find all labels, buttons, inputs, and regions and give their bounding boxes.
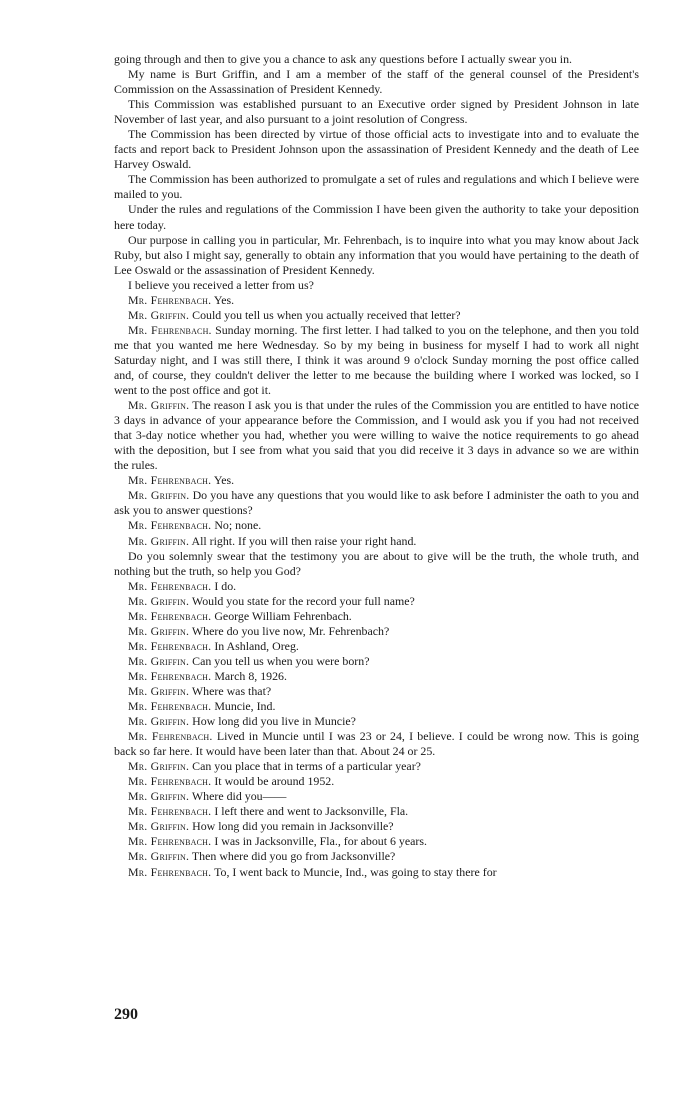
statement-paragraph [114, 67, 639, 97]
testimony-line [114, 684, 639, 699]
page-number: 290 [114, 1006, 138, 1023]
statement-paragraph [114, 127, 639, 172]
speaker-name: Mr. Griffin. [128, 714, 190, 729]
paragraph-text: How long did you live in Muncie? [192, 714, 356, 729]
paragraph-text: Would you state for the record your full name? [191, 593, 415, 608]
testimony-line [114, 759, 639, 774]
paragraph-text: Sunday morning. The first letter. I had talked to you on the telephone, and then you told me that you wanted me here Wednesday. So by my being in business for myself I had to work all night Saturday night, and I was still there, I think it was around 9 o'clock Sunday morning the post office called and, of course, they couldn't deliver the letter to me because the building where I worked was locked, so I went to the post office and got it. [114, 322, 639, 398]
paragraph-text: Under the rules and regulations of the Commission I have been given the authority to take your deposition here today. [114, 202, 639, 232]
testimony-line [114, 323, 639, 398]
speaker-name: Mr. Fehrenbach. [128, 578, 212, 593]
paragraph-text: The reason I ask you is that under the rules of the Commission you are entitled to have notice 3 days in advance of your appearance before the Commission, and I would ask you if you had not received that 3-day notice whether you had, whether you were willing to waive the notice requirements to go ahead with the deposition, but I see from what you said that you did receive it 3 days in advance so we are within the rules. [114, 398, 640, 473]
statement-paragraph [114, 233, 639, 278]
speaker-name: Mr. Griffin. [128, 759, 190, 774]
testimony-line [114, 804, 639, 819]
paragraph-text: To, I went back to Muncie, Ind., was going to stay there for [214, 864, 497, 879]
transcript-page [114, 52, 639, 880]
testimony-line [114, 534, 639, 549]
testimony-line [114, 398, 639, 473]
speaker-name: Mr. Fehrenbach. [128, 473, 212, 488]
paragraph-text: I do. [214, 578, 237, 593]
testimony-line [114, 308, 639, 323]
speaker-name: Mr. Fehrenbach. [128, 608, 212, 623]
paragraph-text: Yes. [213, 292, 235, 307]
speaker-name: Mr. Fehrenbach. [128, 774, 212, 789]
speaker-name: Mr. Fehrenbach. [128, 322, 212, 337]
paragraph-text: Do you have any questions that you would like to ask before I administer the oath to you and ask you to answer questions? [114, 488, 639, 518]
speaker-name: Mr. Griffin. [128, 683, 190, 698]
paragraph-text: going through and then to give you a chance to ask any questions before I actually swear you in. [114, 52, 572, 66]
paragraph-text: Our purpose in calling you in particular, Mr. Fehrenbach, is to inquire into what you may know about Jack Ruby, but also I might say, generally to obtain any information that you would have pertaining to the death of Lee Oswald or the assassination of President Kennedy. [114, 232, 639, 277]
testimony-line [114, 729, 639, 759]
paragraph-text: Where do you live now, Mr. Fehrenbach? [191, 623, 390, 638]
speaker-name: Mr. Griffin. [128, 593, 190, 608]
speaker-name: Mr. Griffin. [128, 653, 190, 668]
statement-paragraph [114, 202, 639, 232]
speaker-name: Mr. Fehrenbach. [128, 638, 212, 653]
paragraph-text: George William Fehrenbach. [214, 608, 352, 623]
speaker-name: Mr. Griffin. [128, 819, 190, 834]
paragraph-text: I left there and went to Jacksonville, Fla. [214, 804, 409, 819]
speaker-name: Mr. Griffin. [128, 488, 190, 503]
paragraph-text: Where was that? [191, 683, 272, 698]
speaker-name: Mr. Griffin. [128, 533, 190, 548]
testimony-line [114, 518, 639, 533]
paragraph-text: My name is Burt Griffin, and I am a member of the staff of the general counsel of the President's Commission on the Assassination of President Kennedy. [114, 67, 639, 97]
speaker-name: Mr. Griffin. [128, 307, 190, 322]
speaker-name: Mr. Fehrenbach. [128, 834, 212, 849]
paragraph-text: Can you place that in terms of a particular year? [192, 759, 421, 774]
speaker-name: Mr. Fehrenbach. [128, 804, 212, 819]
speaker-name: Mr. Griffin. [128, 623, 190, 638]
paragraph-text: I believe you received a letter from us? [128, 277, 314, 292]
testimony-line [114, 849, 639, 864]
speaker-name: Mr. Griffin. [128, 849, 190, 864]
paragraph-text: No; none. [214, 518, 262, 533]
testimony-line [114, 865, 639, 880]
testimony-line [114, 789, 639, 804]
paragraph-text: I was in Jacksonville, Fla., for about 6 years. [214, 834, 427, 849]
testimony-line [114, 473, 639, 488]
speaker-name: Mr. Griffin. [128, 398, 190, 413]
paragraph-text: Muncie, Ind. [214, 699, 276, 714]
speaker-name: Mr. Fehrenbach. [128, 864, 212, 879]
speaker-name: Mr. Fehrenbach. [128, 699, 212, 714]
testimony-line [114, 654, 639, 669]
paragraph-text: March 8, 1926. [214, 668, 287, 683]
paragraph-text: Can you tell us when you were born? [192, 653, 370, 668]
paragraph-text: This Commission was established pursuant to an Executive order signed by President Johnson in late November of last year, and also pursuant to a joint resolution of Congress. [114, 97, 639, 127]
speaker-name: Mr. Fehrenbach. [128, 292, 212, 307]
testimony-line [114, 714, 639, 729]
statement-paragraph [114, 97, 639, 127]
statement-paragraph [114, 278, 639, 293]
speaker-name: Mr. Fehrenbach. [128, 729, 213, 744]
paragraph-text: Could you tell us when you actually received that letter? [192, 307, 461, 322]
speaker-name: Mr. Fehrenbach. [128, 518, 212, 533]
paragraph-text: How long did you remain in Jacksonville? [192, 819, 394, 834]
testimony-line [114, 834, 639, 849]
speaker-name: Mr. Fehrenbach. [128, 668, 212, 683]
speaker-name: Mr. Griffin. [128, 789, 190, 804]
testimony-line [114, 639, 639, 654]
statement-paragraph [114, 52, 639, 67]
paragraph-text: The Commission has been directed by virtue of those official acts to investigate into and to evaluate the facts and report back to President Johnson upon the assassination of President Kennedy and the death of Lee Harvey Oswald. [114, 127, 639, 172]
statement-paragraph [114, 549, 639, 579]
paragraph-text: It would be around 1952. [214, 774, 335, 789]
paragraph-text: Then where did you go from Jacksonville? [191, 849, 396, 864]
testimony-line [114, 699, 639, 714]
paragraph-text: Do you solemnly swear that the testimony you are about to give will be the truth, the whole truth, and nothing but the truth, so help you God? [114, 548, 639, 578]
paragraph-text: In Ashland, Oreg. [214, 638, 299, 653]
testimony-line [114, 293, 639, 308]
paragraph-text: Lived in Muncie until I was 23 or 24, I believe. I could be wrong now. This is going back so far here. It would have been later than that. About 24 or 25. [114, 729, 639, 759]
paragraph-text: Where did you—— [191, 789, 287, 804]
testimony-line [114, 669, 639, 684]
testimony-line [114, 609, 639, 624]
paragraph-text: All right. If you will then raise your right hand. [191, 533, 417, 548]
testimony-line [114, 579, 639, 594]
testimony-line [114, 819, 639, 834]
paragraph-text: Yes. [213, 473, 235, 488]
paragraph-text: The Commission has been authorized to promulgate a set of rules and regulations and which I believe were mailed to you. [114, 172, 639, 202]
testimony-line [114, 774, 639, 789]
testimony-line [114, 624, 639, 639]
testimony-line [114, 488, 639, 518]
statement-paragraph [114, 172, 639, 202]
testimony-line [114, 594, 639, 609]
